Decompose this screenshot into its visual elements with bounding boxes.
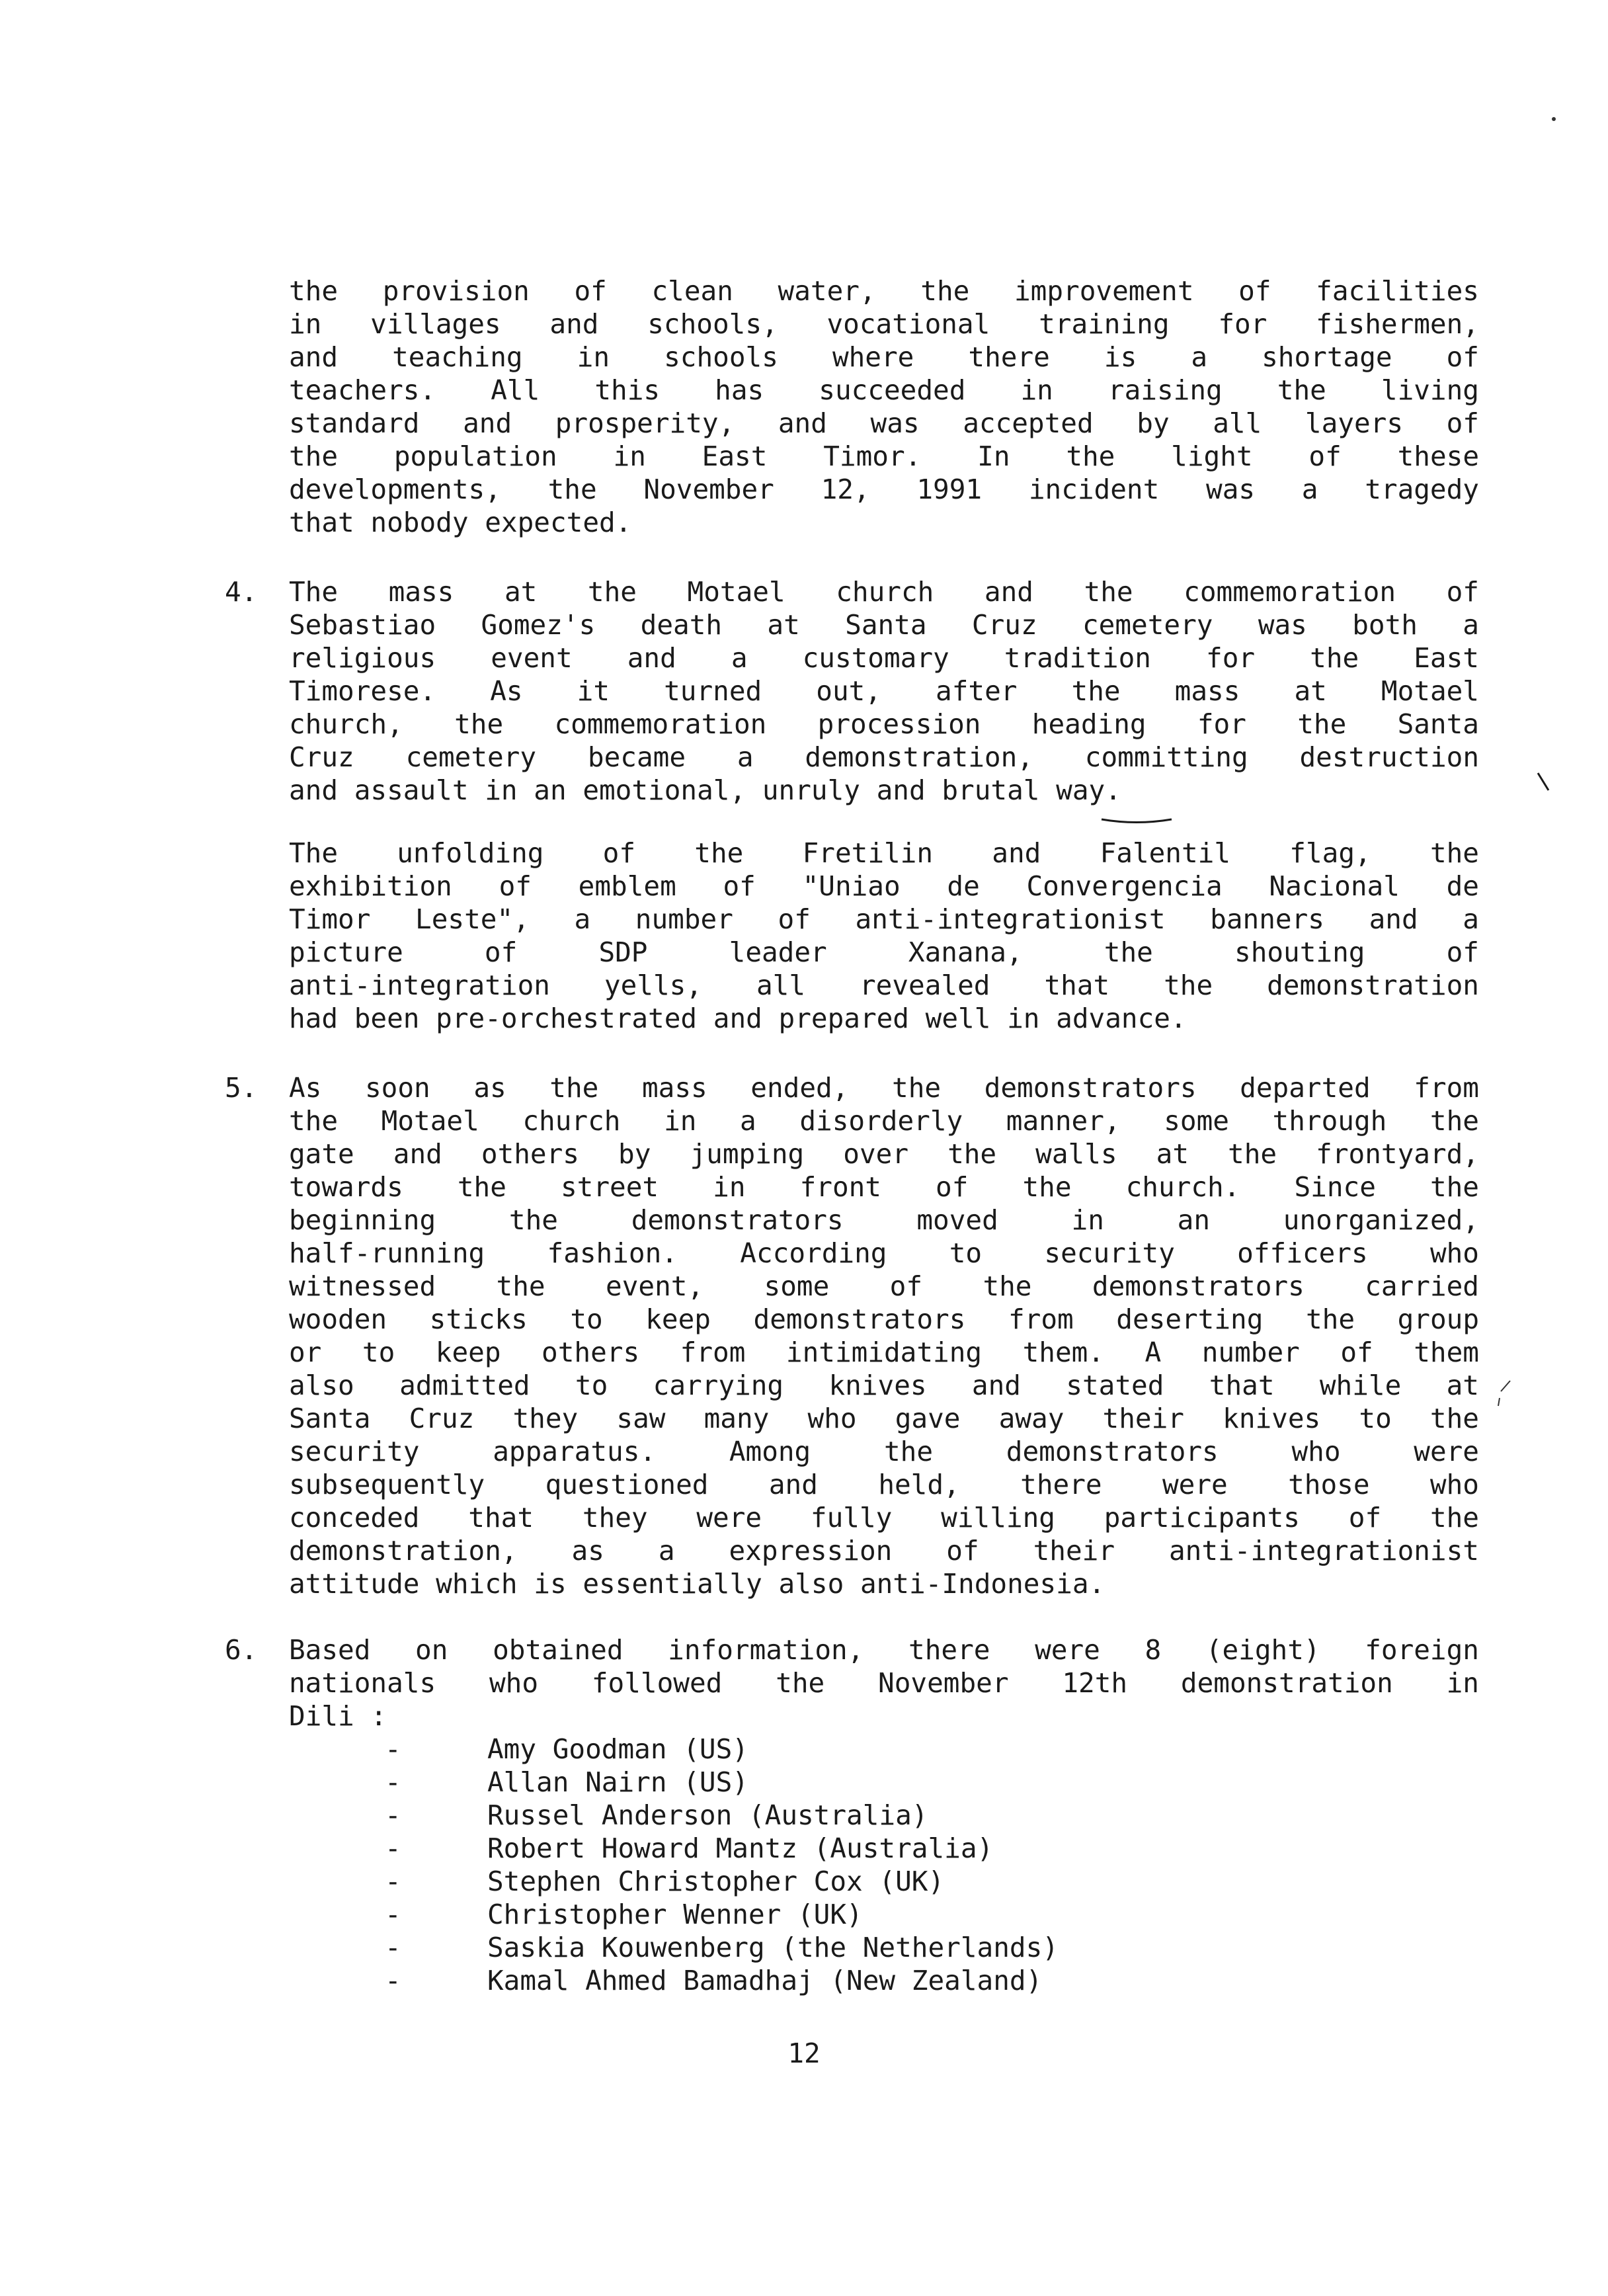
- list-item-text: Saskia Kouwenberg (the Netherlands): [487, 1932, 1059, 1963]
- item-number: 6.: [225, 1634, 258, 1666]
- list-item: [289, 1799, 1479, 1832]
- text-line: towards the street in front of the church. Since the: [289, 1171, 1479, 1203]
- text-line: Based on obtained information, there were 8 (eight) foreign: [289, 1634, 1479, 1666]
- list-item-text: Amy Goodman (US): [487, 1733, 748, 1765]
- item-number: 5.: [225, 1072, 258, 1104]
- list-bullet: -: [385, 1965, 401, 1996]
- list-item-text: Christopher Wenner (UK): [487, 1899, 863, 1930]
- foreign-nationals-list: [289, 1733, 1479, 1997]
- list-item: [289, 1733, 1479, 1766]
- text-line: exhibition of emblem of "Uniao de Convergencia Nacional de: [289, 870, 1479, 902]
- text-line: gate and others by jumping over the walls at the frontyard,: [289, 1138, 1479, 1170]
- item-4-paragraph-2: [289, 837, 1479, 1035]
- item-5-paragraph-1: [289, 1071, 1479, 1600]
- page-number: 12: [787, 2037, 821, 2069]
- item-6-paragraph-1: [289, 1633, 1479, 1733]
- list-item: [289, 1964, 1479, 1997]
- text-line: Santa Cruz they saw many who gave away their knives to the: [289, 1403, 1479, 1434]
- text-line: nationals who followed the November 12th demonstration in: [289, 1667, 1479, 1699]
- text-line: attitude which is essentially also anti-Indonesia.: [289, 1568, 1106, 1600]
- text-line: had been pre-orchestrated and prepared well in advance.: [289, 1003, 1187, 1034]
- text-line: security apparatus. Among the demonstrators who were: [289, 1436, 1479, 1467]
- text-line: standard and prosperity, and was accepted by all layers of: [289, 407, 1479, 439]
- list-item-text: Robert Howard Mantz (Australia): [487, 1832, 994, 1864]
- text-line: Sebastiao Gomez's death at Santa Cruz cemetery was both a: [289, 609, 1479, 641]
- text-line: beginning the demonstrators moved in an unorganized,: [289, 1204, 1479, 1236]
- text-line: also admitted to carrying knives and stated that while at: [289, 1370, 1479, 1401]
- text-line: religious event and a customary tradition for the East: [289, 642, 1479, 674]
- text-line: Timorese. As it turned out, after the mass at Motael: [289, 675, 1479, 707]
- list-item: [289, 1832, 1479, 1865]
- text-line: anti-integration yells, all revealed that the demonstration: [289, 969, 1479, 1001]
- list-item-text: Stephen Christopher Cox (UK): [487, 1866, 945, 1897]
- item-4-paragraph-1: [289, 575, 1479, 807]
- item-number: 4.: [225, 576, 258, 608]
- intro-paragraph: [289, 274, 1479, 539]
- text-line: half-running fashion. According to security officers who: [289, 1237, 1479, 1269]
- list-bullet: -: [385, 1866, 401, 1897]
- text-line: wooden sticks to keep demonstrators from deserting the group: [289, 1303, 1479, 1335]
- margin-pen-mark: [1496, 1377, 1515, 1410]
- text-line: church, the commemoration procession heading for the Santa: [289, 708, 1479, 740]
- text-line: and teaching in schools where there is a shortage of: [289, 341, 1479, 373]
- list-bullet: -: [385, 1899, 401, 1930]
- text-line: teachers. All this has succeeded in raising the living: [289, 374, 1479, 406]
- text-line: the population in East Timor. In the light of these: [289, 440, 1479, 472]
- text-line: developments, the November 12, 1991 incident was a tragedy: [289, 473, 1479, 505]
- text-line: The unfolding of the Fretilin and Falentil flag, the: [289, 837, 1479, 869]
- text-line: Cruz cemetery became a demonstration, committing destruction: [289, 741, 1479, 773]
- list-item: [289, 1865, 1479, 1898]
- text-line: in villages and schools, vocational training for fishermen,: [289, 308, 1479, 340]
- list-item-text: Allan Nairn (US): [487, 1766, 748, 1798]
- text-line: picture of SDP leader Xanana, the shouting of: [289, 936, 1479, 968]
- list-bullet: -: [385, 1832, 401, 1864]
- text-line: subsequently questioned and held, there were those who: [289, 1469, 1479, 1500]
- text-line: the provision of clean water, the improvement of facilities: [289, 275, 1479, 307]
- text-line: and assault in an emotional, unruly and brutal way.: [289, 774, 1121, 806]
- text-line: Timor Leste", a number of anti-integrationist banners and a: [289, 903, 1479, 935]
- text-line: witnessed the event, some of the demonstrators carried: [289, 1270, 1479, 1302]
- scan-speck: [1547, 112, 1560, 126]
- list-bullet: -: [385, 1799, 401, 1831]
- list-bullet: -: [385, 1932, 401, 1963]
- text-line: Dili :: [289, 1700, 387, 1732]
- list-item: [289, 1898, 1479, 1931]
- text-line: As soon as the mass ended, the demonstrators departed from: [289, 1072, 1479, 1104]
- list-item: [289, 1931, 1479, 1964]
- text-line: that nobody expected.: [289, 507, 632, 538]
- handwritten-underline-mark: [1100, 817, 1173, 825]
- text-line: The mass at the Motael church and the commemoration of: [289, 576, 1479, 608]
- list-item-text: Russel Anderson (Australia): [487, 1799, 928, 1831]
- list-bullet: -: [385, 1733, 401, 1765]
- text-line: conceded that they were fully willing participants of the: [289, 1502, 1479, 1534]
- margin-pen-mark: [1534, 770, 1554, 797]
- list-item-text: Kamal Ahmed Bamadhaj (New Zealand): [487, 1965, 1043, 1996]
- list-item: [289, 1766, 1479, 1799]
- text-line: or to keep others from intimidating them. A number of them: [289, 1336, 1479, 1368]
- list-bullet: -: [385, 1766, 401, 1798]
- text-line: demonstration, as a expression of their anti-integrationist: [289, 1535, 1479, 1567]
- text-line: the Motael church in a disorderly manner, some through the: [289, 1105, 1479, 1137]
